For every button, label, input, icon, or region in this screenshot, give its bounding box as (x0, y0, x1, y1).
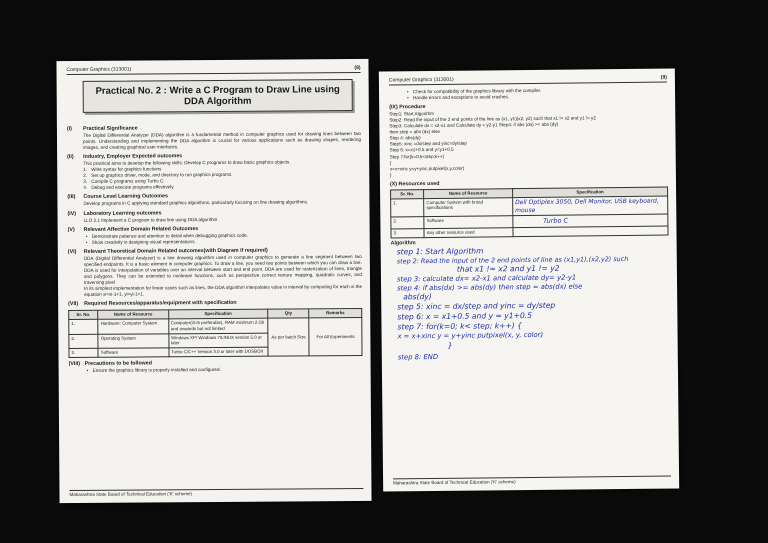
table-cell: 1. (69, 319, 98, 334)
col-header: Name of Resource (424, 188, 513, 198)
handwritten-line: step 6: x = x1+0.5 and y = y1+0.5 (397, 311, 533, 322)
bullet-item: • Handle errors and exceptions to avoid crashes. (413, 93, 667, 102)
col-header: Specification (168, 309, 268, 319)
handwritten-line: step 7: for(k=0; k< step; k++) { (397, 321, 523, 332)
table-cell (513, 226, 668, 236)
handwritten-line: step 3: calculate dx= x2-x1 and calculate dy= y2-y1 (396, 273, 577, 284)
resources-table (68, 308, 362, 358)
table-cell: 3. (69, 348, 98, 357)
table-cell: Any other resource used (424, 228, 513, 238)
handwritten-line: x = x+xinc y = y+yinc putpixel(x, y, color) (397, 330, 544, 341)
table-row (391, 226, 668, 238)
handwritten-line: step 4: if abs(dx) >= abs(dy) then step = abs(dx) else (397, 282, 583, 293)
procedure-step: Step1: Start Algorithm (389, 111, 434, 117)
table-cell: Turbo C/C++ Version 3.0 or later with DOSBOX (169, 347, 269, 357)
header-text: Computer Graphics (313001) (66, 66, 132, 74)
remarks-cell: For All Experiments (309, 317, 362, 355)
table-cell: 2. (391, 217, 424, 229)
table-row (69, 317, 362, 334)
resources-used-table (390, 186, 668, 238)
bullet-item: • Demonstrate patience and attention to detail when debugging graphics code. (92, 232, 362, 240)
procedure-step: } (389, 172, 392, 178)
section-heading: (V) Relevant Affective Domain Related Outcomes (67, 225, 199, 233)
procedure-step: Step5: xinc =dx/step and yinc=dy/step (389, 141, 467, 147)
procedure-step: Step3: Calculate dx = x2-x1 and Calculate dy = y2-y1 Step4: if abs (dx) >= abs (dy) (389, 121, 559, 129)
section-body: In its simplest implementation for linear cases such as lines, the DDA algorithm interpolates value in interval by computing for each xi the equation xi=xi-1+1, yi=yi-1+1. (84, 283, 363, 297)
section-heading: (X) Resources used (389, 180, 440, 188)
procedure-step: Step2: Read the input of the 2 end points of the line as (x1, y1)(x2, y2) such that x1 != x2 and y1 != y2 (389, 115, 596, 123)
section-heading: (IX) Procedure (389, 104, 426, 111)
table-cell: 1. (391, 198, 424, 217)
col-header: Name of Resource (98, 310, 168, 319)
col-header: Specification (512, 187, 667, 197)
page-footer: Maharashtra State Board of Technical Education ('K' scheme) (69, 488, 363, 497)
bullet-item: • Ensure the graphics library is properly installed and configured. (93, 366, 363, 374)
table-cell: Software (424, 216, 513, 229)
page-number: (8) (354, 64, 361, 72)
page-header (67, 65, 361, 75)
table-cell: 2. (69, 334, 98, 349)
procedure-step: Step 6: x=x1+0.5 and y=y1+0.5 (389, 147, 454, 153)
col-header: Sr. No. (69, 310, 98, 319)
section-heading: (I) Practical Significance (66, 125, 138, 133)
col-header: Qty (268, 309, 309, 318)
left-page (56, 59, 371, 503)
table-cell: Software (98, 348, 168, 357)
table-cell: 3. (391, 229, 424, 238)
table-cell: Hardware: Computer System (98, 319, 168, 334)
table-cell: Computer System with broad specifications (424, 197, 513, 217)
procedure-step: then step = abs (dx) else (389, 129, 440, 135)
algorithm-label: Algorithm (390, 239, 416, 247)
table-cell-handwritten: Turbo C (513, 214, 668, 227)
section-body: The Digital Differential Analyzer (DDA) algorithm is a fundamental method in computer graphics used for drawing lines between two points. Understanding and implementing the DDA algorithm is crucial for various applications such as drawing shapes, rendering images, and creating graphical user interfaces. (82, 130, 362, 151)
qty-cell: As per batch Size (268, 318, 309, 356)
list-item: 4. Debug and execute programs effectively. (83, 184, 175, 191)
table-cell-handwritten: Dell Optiplex 3050, Dell Monitor, USB keyboard, mouse (512, 196, 667, 216)
handwritten-algorithm (397, 244, 670, 361)
section-heading: (VIII) Precautions to be followed (68, 360, 153, 367)
section-heading: (II) Industry, Employer Expected outcomes (67, 153, 183, 161)
col-header: Sr. No. (391, 189, 424, 198)
procedure-step: Step 7:for(k=0;k<step;k++) (389, 153, 445, 159)
left-content (67, 121, 363, 374)
list-item: 2. Set up graphics driver, mode, and directory to run graphics programs. (83, 172, 233, 179)
table-cell: Operating System (98, 333, 168, 348)
handwritten-line: step 2: Read the input of the 2 end points of line as (x1,y1),(x2,y2) such (396, 254, 629, 266)
col-header: Remarks (309, 309, 362, 318)
handwritten-line: } (447, 340, 453, 350)
procedure-step: Step 4: abs(dy) (389, 135, 421, 141)
procedure-step: x=x+xinc y=y+yinc putpixel(x,y,color) (389, 165, 465, 172)
procedure-step: { (389, 160, 392, 166)
practical-title: Practical No. 2 : Write a C Program to Draw Line using DDA Algorithm (83, 79, 353, 113)
section-heading: (III) Course Level Learning Outcomes (67, 193, 168, 201)
table-cell: Windows XP/ Windows 7/LINUX version 5.0 or later (168, 333, 268, 348)
section-body: Develop programs in C applying standard graphics algorithms, particularly focusing on line drawing algorithms. (83, 199, 309, 207)
section-body: LLO 2.1 Implement a C program to draw line using DDA algorithm (83, 216, 218, 223)
bullet-item: • Check for compatibility of the graphics library with the compiler. (413, 87, 667, 96)
list-item: 3. Compile C programs using Turbo C. (83, 178, 165, 185)
right-page (379, 68, 679, 491)
handwritten-line: that x1 != x2 and y1 != y2 (456, 263, 560, 274)
handwritten-line: step 8: END (397, 352, 439, 361)
page-footer: Maharashtra State Board of Technical Education ('K' scheme) (393, 476, 671, 486)
page-number: (9) (660, 74, 667, 81)
section-body: DDA (Digital Differential Analyzer) is a line drawing algorithm used in computer graphics to generate a line segment between two specified endpoints. It is a basic element in computer graphics. To draw a line, you need two points between which you can draw a line. DDA is used for interpolation of variables over an interval between start and end point. DDA are used for rasterization of lines, triangle and polygons. They can be extended to nonlinear functions, such as perspective correct texture mapping, quadratic curves, and traversing pixel (83, 253, 362, 285)
header-text: Computer Graphics (313001) (388, 76, 454, 84)
page-header (389, 75, 667, 86)
section-body: This practical aims to develop the following skills: Develop C programs to draw basic graphics objects. (83, 159, 291, 167)
section-heading: (VII) Required Resources/apparatus/equipment with specification (68, 299, 237, 308)
handwritten-line: step 5: xinc = dx/step and yinc = dy/step (397, 301, 556, 312)
bullet-item: • Show creativity in designing visual representations. (92, 238, 362, 246)
section-heading: (VI) Relevant Theoretical Domain Related outcomes(with Diagram if required) (67, 247, 268, 255)
right-content (389, 87, 670, 362)
table-cell: Computer(i3-i5 preferable), RAM minimum 2 Gb and onwards but not limited (168, 318, 268, 333)
handwritten-line: step 1: Start Algorithm (396, 246, 484, 257)
list-item: 1. Write syntax for graphics functions (83, 166, 162, 173)
handwritten-line: abs(dy) (403, 292, 432, 302)
section-heading: (IV) Laboratory Learning outcomes (67, 209, 162, 217)
